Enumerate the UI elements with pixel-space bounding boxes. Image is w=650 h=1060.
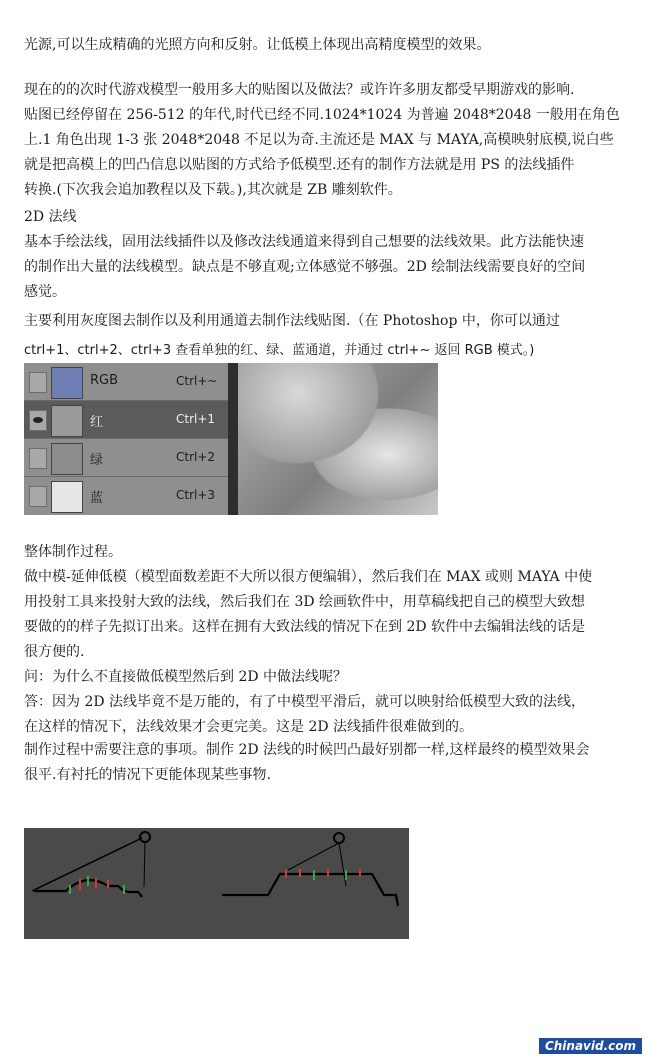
channel-thumbnail	[51, 481, 83, 513]
paragraph-workflow	[24, 540, 624, 740]
eye-icon	[29, 410, 47, 431]
channel-row-rgb	[24, 363, 228, 401]
text-line: 制作过程中需要注意的事项。制作 2D 法线的时候凹凸最好别都一样,这样最终的模型效果会	[24, 742, 590, 758]
left-profile	[32, 832, 150, 897]
text-line: 很平.有衬托的情况下更能体现某些事物.	[24, 767, 271, 783]
visibility-toggle	[29, 486, 47, 507]
panel-divider	[228, 363, 238, 515]
channel-name: RGB	[90, 373, 119, 388]
channel-shortcut: Ctrl+~	[176, 374, 218, 388]
channel-thumbnail	[51, 405, 83, 437]
paragraph-channels	[24, 306, 624, 366]
text-line: 就是把高模上的凹凸信息以贴图的方式给予低模型.还有的制作方法就是用 PS 的法线插件	[24, 157, 575, 173]
text-line: 在这样的情况下，法线效果才会更完美。这是 2D 法线插件很难做到的。	[24, 719, 474, 735]
text-line: 光源,可以生成精确的光照方向和反射。让低模上体现出高精度模型的效果。	[24, 37, 491, 53]
text-line: 主要利用灰度图去制作以及利用通道去制作法线贴图.（在 Photoshop 中，你可以通过	[24, 313, 560, 329]
answer-line: 答：因为 2D 法线毕竟不是万能的，有了中模型平滑后，就可以映射给低模型大致的法线，	[24, 694, 586, 710]
text-line: 用投射工具来投射大致的法线，然后我们在 3D 绘画软件中，用草稿线把自己的模型大致想	[24, 594, 586, 610]
question-line: 问：为什么不直接做低模型然后到 2D 中做法线呢？	[24, 669, 348, 685]
text-line: 现在的的次时代游戏模型一般用多大的贴图以及做法？或许许多朋友都受早期游戏的影响.	[24, 82, 575, 98]
text-line: ctrl+1、ctrl+2、ctrl+3 查看单独的红、绿、蓝通道，并通过 ctrl+~ 返回 RGB 模式。)	[24, 343, 535, 358]
paragraph-notes	[24, 738, 624, 788]
channel-name: 蓝	[90, 491, 104, 506]
profile-illustration	[24, 828, 409, 939]
text-line: 很方便的.	[24, 644, 85, 660]
channel-thumbnail	[51, 443, 83, 475]
text-line: 做中模-延伸低模（模型面数差距不大所以很方便编辑），然后我们在 MAX 或则 MAYA 中使	[24, 569, 593, 585]
paragraph-intro	[24, 33, 624, 58]
text-line: 转换.(下次我会追加教程以及下载。),其次就是 ZB 雕刻软件。	[24, 182, 402, 198]
paragraph-texture-sizes	[24, 78, 624, 203]
grayscale-normal-render	[238, 363, 438, 515]
section-heading: 整体制作过程。	[24, 544, 122, 560]
channels-panel	[24, 363, 228, 515]
text-line: 上.1 角色出现 1-3 张 2048*2048 不足以为奇.主流还是 MAX 与 MAYA,高模映射底模,说白些	[24, 132, 614, 148]
visibility-toggle	[29, 448, 47, 469]
text-line: 的制作出大量的法线模型。缺点是不够直观;立体感觉不够强。2D 绘制法线需要良好的空间	[24, 259, 586, 275]
channel-name: 绿	[90, 453, 104, 468]
text-line: 贴图已经停留在 256-512 的年代,时代已经不同.1024*1024 为普遍 2048*2048 一般用在角色	[24, 107, 620, 123]
right-profile	[222, 833, 398, 906]
text-line: 要做的的样子先拟订出来。这样在拥有大致法线的情况下在到 2D 软件中去编辑法线的话是	[24, 619, 586, 635]
channel-thumbnail	[51, 367, 83, 399]
channel-shortcut: Ctrl+1	[176, 412, 216, 426]
channel-row-blue	[24, 477, 228, 515]
watermark-logo: Chinavid.com	[539, 1038, 642, 1054]
channel-row-green	[24, 439, 228, 477]
section-heading: 2D 法线	[24, 209, 77, 225]
channel-shortcut: Ctrl+2	[176, 450, 216, 464]
photoshop-channels-figure	[24, 363, 438, 515]
text-line: 基本手绘法线，固用法线插件以及修改法线通道来得到自己想要的法线效果。此方法能快速	[24, 234, 584, 250]
visibility-toggle	[29, 372, 47, 393]
channel-name: 红	[90, 415, 104, 430]
text-line: 感觉。	[24, 284, 66, 300]
normal-profile-diagram	[24, 828, 409, 939]
paragraph-2d-normals	[24, 205, 624, 305]
channel-row-red	[24, 401, 228, 439]
channel-shortcut: Ctrl+3	[176, 488, 216, 502]
